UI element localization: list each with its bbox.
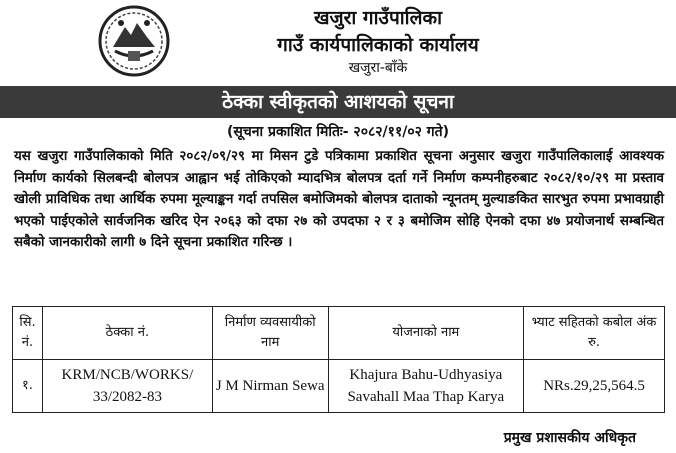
office-name: गाउँ कार्यपालिकाको कार्यालय <box>277 34 479 56</box>
col-header-contractor: निर्माण व्यवसायीको नाम <box>212 307 328 360</box>
tender-table <box>12 306 665 413</box>
table-header-row <box>13 307 665 360</box>
col-header-contract-no: ठेक्का नं. <box>42 307 212 360</box>
table-row <box>13 360 665 413</box>
signatory-title: प्रमुख प्रशासकीय अधिकृत <box>503 430 636 446</box>
cell-project: Khajura Bahu-Udhyasiya Savahall Maa Thap Karya <box>328 360 523 413</box>
municipality-name: खजुरा गाउँपालिका <box>313 7 442 29</box>
col-header-project: योजनाको नाम <box>328 307 523 360</box>
notice-body: यस खजुरा गाउँपालिकाको मिति २०८२/०९/२९ मा मिसन टुडे पत्रिकामा प्रकाशित सूचना अनुसार खजुरा गाउँपालिकालाई आवश्यक निर्माण कार्यको सिलबन्दी बोलपत्र आह्वान भई तोकिएको म्यादभित्र बोलपत्र दर्ता गर्ने निर्माण कम्पनीहरुबाट २०८२/१०/२९ मा प्रस्ताव खोली प्राविधिक तथा आर्थिक रुपमा मूल्याङ्कन गर्दा तपसिल बमोजिमको बोलपत्र दाताको न्यूनतम् मुल्याङकित सारभुत रुपमा प्रभावग्राही भएको पाईएकोले सार्वजनिक खरिद ऐन २०६३ को दफा २७ को उपदफा २ र ३ बमोजिम सोहि ऐनको दफा ४७ प्रयोजनार्थ सम्बन्धित सबैको जानकारीको लागी ७ दिने सूचना प्रकाशित गरिन्छ । <box>14 149 664 250</box>
cell-contract-no: KRM/NCB/WORKS/ 33/2082-83 <box>42 360 212 413</box>
office-address: खजुरा-बाँके <box>348 60 408 76</box>
col-header-amount: भ्याट सहितको कबोल अंक रु. <box>524 307 665 360</box>
cell-contractor: J M Nirman Sewa <box>212 360 328 413</box>
cell-amount: NRs.29,25,564.5 <box>524 360 665 413</box>
letterhead <box>0 0 676 84</box>
notice-title: ठेक्का स्वीकृतको आशयको सूचना <box>0 86 676 118</box>
col-header-sn: सि. नं. <box>13 307 43 360</box>
publication-date: (सूचना प्रकाशित मितिः- २०८२/११/०२ गते) <box>226 124 450 140</box>
cell-sn: १. <box>13 360 43 413</box>
